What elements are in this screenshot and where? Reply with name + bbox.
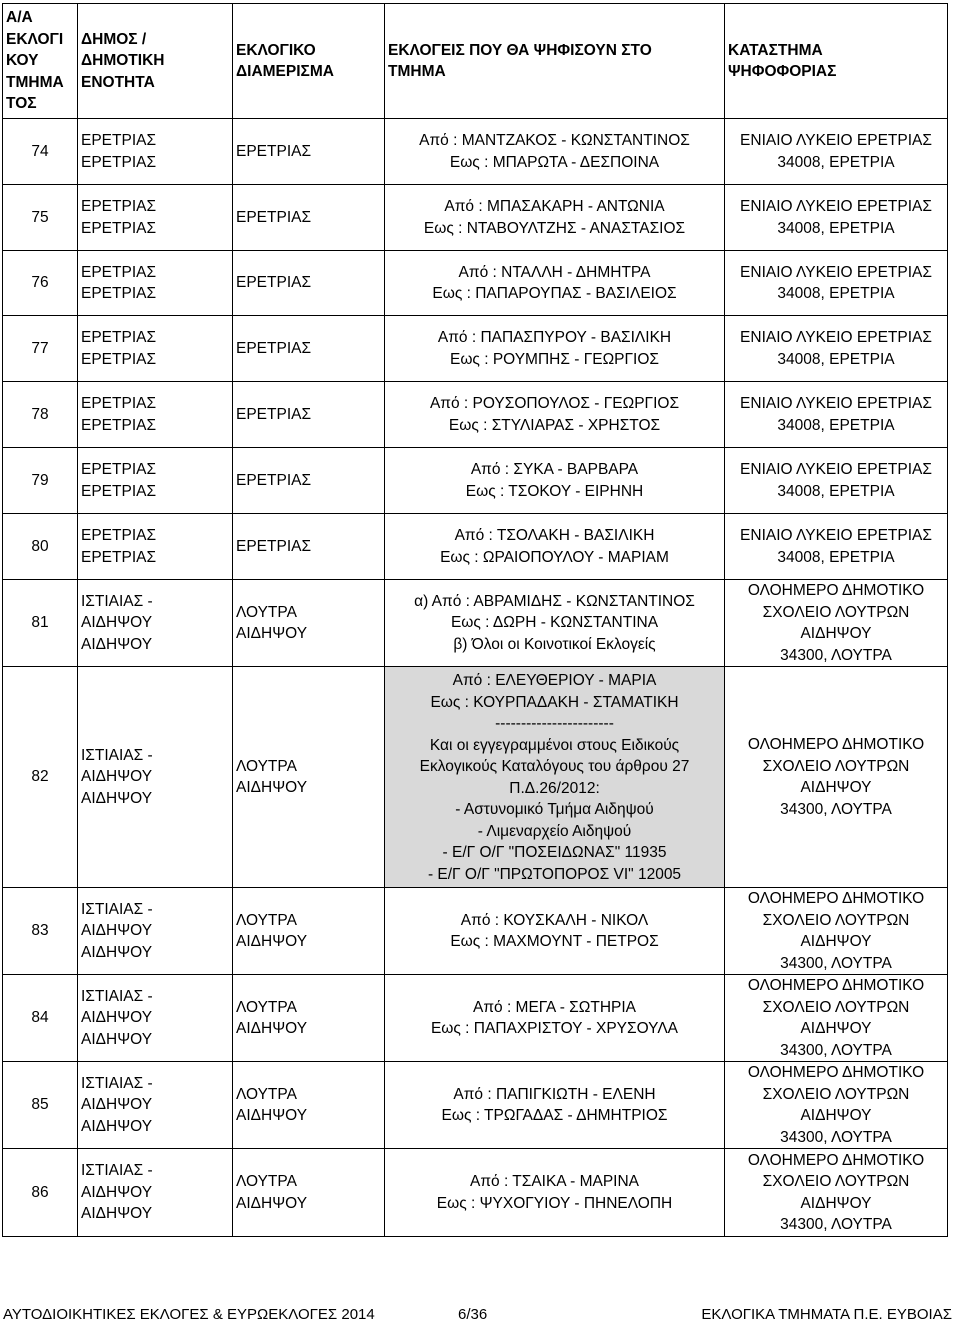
section-number-cell: 76 <box>3 251 78 316</box>
cell-line: ΑΙΔΗΨΟΥ <box>81 1117 153 1135</box>
cell-line: ΕΡΕΤΡΙΑΣ <box>81 527 157 544</box>
polling-station-cell <box>725 119 948 185</box>
municipality-cell <box>78 667 233 888</box>
cell-line: 34300, ΛΟΥΤΡΑ <box>780 646 892 664</box>
table-row <box>3 667 948 888</box>
cell-line: Από : ΜΠΑΣΑΚΑΡΗ - ΑΝΤΩΝΙΑ <box>444 198 665 215</box>
polling-station-cell <box>725 975 948 1062</box>
cell-line: ΑΙΔΗΨΟΥ <box>236 1194 308 1212</box>
district-cell <box>233 185 385 251</box>
table-row <box>3 975 948 1062</box>
cell-line: ΕΝΙΑΙΟ ΛΥΚΕΙΟ ΕΡΕΤΡΙΑΣ <box>740 198 932 215</box>
voters-cell <box>385 448 725 514</box>
district-cell <box>233 251 385 316</box>
cell-line: ΑΙΔΗΨΟΥ <box>236 933 308 950</box>
table-row <box>3 251 948 316</box>
footer-election-title: ΑΥΤΟΔΙΟΙΚΗΤΙΚΕΣ ΕΚΛΟΓΕΣ & ΕΥΡΩΕΚΛΟΓΕΣ 2014 <box>3 1306 375 1323</box>
cell-line: ΑΙΔΗΨΟΥ <box>81 1205 153 1223</box>
table-row <box>3 448 948 514</box>
cell-line: ΣΧΟΛΕΙΟ ΛΟΥΤΡΩΝ <box>762 1173 910 1190</box>
cell-line: Εως : ΣΤΥΛΙΑΡΑΣ - ΧΡΗΣΤΟΣ <box>448 416 661 434</box>
table-row <box>3 382 948 448</box>
cell-line: Από : ΣΥΚΑ - ΒΑΡΒΑΡΑ <box>470 461 639 478</box>
district-cell <box>233 448 385 514</box>
cell-line: ΕΡΕΤΡΙΑΣ <box>81 416 157 434</box>
cell-line: Εως : ΤΣΟΚΟΥ - ΕΙΡΗΝΗ <box>465 482 644 500</box>
cell-line: ΔΗΜΟΤΙΚΗ <box>81 52 165 70</box>
cell-line: - Αστυνομικό Τμήμα Αιδηψού <box>455 801 654 818</box>
polling-station-cell <box>725 888 948 975</box>
cell-line: Εως : ΤΡΩΓΑΔΑΣ - ΔΗΜΗΤΡΙΟΣ <box>441 1107 668 1124</box>
cell-line: Εκλογικούς Καταλόγους του άρθρου 27 <box>419 758 690 775</box>
cell-line: ΕΡΕΤΡΙΑΣ <box>81 132 157 149</box>
district-cell <box>233 888 385 975</box>
cell-line: ΕΡΕΤΡΙΑΣ <box>81 350 157 368</box>
cell-line: - Ε/Γ Ο/Γ "ΠΡΩΤΟΠΟΡΟΣ VI" 12005 <box>427 865 682 883</box>
cell-line: Από : ΤΣΟΛΑΚΗ - ΒΑΣΙΛΙΚΗ <box>454 527 655 544</box>
cell-line: 34008, ΕΡΕΤΡΙΑ <box>777 219 895 237</box>
polling-station-cell <box>725 185 948 251</box>
municipality-cell <box>78 580 233 667</box>
cell-line: 34300, ΛΟΥΤΡΑ <box>780 800 892 818</box>
municipality-cell <box>78 514 233 580</box>
header-polling-station <box>725 4 948 119</box>
cell-line: ΣΧΟΛΕΙΟ ΛΟΥΤΡΩΝ <box>762 911 910 929</box>
table-row <box>3 119 948 185</box>
table-row <box>3 1062 948 1149</box>
cell-line: ΙΣΤΙΑΙΑΣ - <box>81 1074 153 1092</box>
cell-line: ΟΛΟΗΜΕΡΟ ΔΗΜΟΤΙΚΟ <box>747 890 925 907</box>
municipality-cell <box>78 185 233 251</box>
cell-line: - Λιμεναρχείο Αιδηψού <box>477 822 632 840</box>
voters-cell <box>385 119 725 185</box>
cell-line: ΕΝΙΑΙΟ ΛΥΚΕΙΟ ΕΡΕΤΡΙΑΣ <box>740 329 932 346</box>
cell-line: ΑΙΔΗΨΟΥ <box>81 789 153 807</box>
voters-cell <box>385 1149 725 1237</box>
header-district <box>233 4 385 119</box>
district-cell <box>233 382 385 448</box>
cell-line: 34300, ΛΟΥΤΡΑ <box>780 1216 892 1233</box>
voters-cell <box>385 382 725 448</box>
voters-cell <box>385 185 725 251</box>
cell-line: ΑΙΔΗΨΟΥ <box>236 625 308 642</box>
cell-line: ΕΡΕΤΡΙΑΣ <box>236 537 312 555</box>
cell-line: Από : ΝΤΑΛΛΗ - ΔΗΜΗΤΡΑ <box>458 263 651 281</box>
section-number-cell: 86 <box>3 1149 78 1237</box>
cell-line: ΟΛΟΗΜΕΡΟ ΔΗΜΟΤΙΚΟ <box>747 1151 925 1169</box>
cell-line: Εως : ΠΑΠΑΧΡΙΣΤΟΥ - ΧΡΥΣΟΥΛΑ <box>430 1020 679 1037</box>
section-number-cell: 79 <box>3 448 78 514</box>
section-number-cell: 78 <box>3 382 78 448</box>
municipality-cell <box>78 888 233 975</box>
cell-line: ΨΗΦΟΦΟΡΙΑΣ <box>728 63 837 80</box>
cell-line: ΕΝΙΑΙΟ ΛΥΚΕΙΟ ΕΡΕΤΡΙΑΣ <box>740 263 932 281</box>
polling-station-cell <box>725 448 948 514</box>
polling-station-cell <box>725 382 948 448</box>
cell-line: ΕΡΕΤΡΙΑΣ <box>81 548 157 566</box>
cell-line: ΑΙΔΗΨΟΥ <box>800 1194 872 1212</box>
cell-line: ΑΙΔΗΨΟΥ <box>81 1183 153 1201</box>
cell-line: Π.Δ.26/2012: <box>509 779 600 797</box>
municipality-cell <box>78 382 233 448</box>
cell-line: ΕΝΙΑΙΟ ΛΥΚΕΙΟ ΕΡΕΤΡΙΑΣ <box>740 395 932 412</box>
section-number-cell: 84 <box>3 975 78 1062</box>
cell-line: 34008, ΕΡΕΤΡΙΑ <box>777 482 895 500</box>
district-cell <box>233 975 385 1062</box>
cell-line: ΤΜΗΜΑ <box>6 73 64 91</box>
cell-line: ΕΚΛΟΓΕΙΣ ΠΟΥ ΘΑ ΨΗΦΙΣΟΥΝ ΣΤΟ <box>388 41 652 59</box>
section-number-cell: 83 <box>3 888 78 975</box>
cell-line: ΛΟΥΤΡΑ <box>236 603 297 621</box>
cell-line: ΣΧΟΛΕΙΟ ΛΟΥΤΡΩΝ <box>762 603 910 621</box>
cell-line: ΕΡΕΤΡΙΑΣ <box>81 395 157 412</box>
cell-line: ΙΣΤΙΑΙΑΣ - <box>81 1162 153 1180</box>
cell-line: ΕΝΙΑΙΟ ΛΥΚΕΙΟ ΕΡΕΤΡΙΑΣ <box>740 461 932 478</box>
cell-line: ΑΙΔΗΨΟΥ <box>800 933 872 950</box>
cell-line: ΕΡΕΤΡΙΑΣ <box>81 285 157 302</box>
cell-line: ΟΛΟΗΜΕΡΟ ΔΗΜΟΤΙΚΟ <box>747 736 925 753</box>
cell-line: Από : ΕΛΕΥΘΕΡΙΟΥ - ΜΑΡΙΑ <box>452 672 657 689</box>
cell-line: ΛΟΥΤΡΑ <box>236 911 297 929</box>
cell-line: ΑΙΔΗΨΟΥ <box>800 1020 872 1037</box>
cell-line: 34008, ΕΡΕΤΡΙΑ <box>777 285 895 302</box>
voters-cell <box>385 514 725 580</box>
district-cell <box>233 667 385 888</box>
cell-line: ΛΟΥΤΡΑ <box>236 757 297 775</box>
district-cell <box>233 580 385 667</box>
cell-line: ΑΙΔΗΨΟΥ <box>800 1107 872 1124</box>
cell-line: ΕΡΕΤΡΙΑΣ <box>236 142 312 160</box>
cell-line: ΑΙΔΗΨΟΥ <box>236 1107 308 1124</box>
table-row <box>3 316 948 382</box>
cell-line: Από : ΜΑΝΤΖΑΚΟΣ - ΚΩΝΣΤΑΝΤΙΝΟΣ <box>419 132 690 149</box>
cell-line: ΕΡΕΤΡΙΑΣ <box>81 461 157 478</box>
section-number-cell: 85 <box>3 1062 78 1149</box>
cell-line: 34008, ΕΡΕΤΡΙΑ <box>777 548 895 566</box>
header-voters <box>385 4 725 119</box>
section-number-cell: 80 <box>3 514 78 580</box>
cell-line: 34008, ΕΡΕΤΡΙΑ <box>777 416 895 434</box>
polling-station-cell <box>725 316 948 382</box>
voters-cell <box>385 888 725 975</box>
municipality-cell <box>78 119 233 185</box>
municipality-cell <box>78 251 233 316</box>
cell-line: ΑΙΔΗΨΟΥ <box>81 922 153 940</box>
cell-line: Και οι εγγεγραμμένοι στους Ειδικούς <box>429 736 680 754</box>
polling-station-cell <box>725 1149 948 1237</box>
cell-line: Εως : ΜΠΑΡΩΤΑ - ΔΕΣΠΟΙΝΑ <box>449 153 660 171</box>
cell-line: ΟΛΟΗΜΕΡΟ ΔΗΜΟΤΙΚΟ <box>747 1064 925 1081</box>
cell-line: ΑΙΔΗΨΟΥ <box>800 779 872 796</box>
polling-stations-table <box>2 3 948 1237</box>
cell-line: ΑΙΔΗΨΟΥ <box>81 943 153 961</box>
cell-line: Εως : ΔΩΡΗ - ΚΩΝΣΤΑΝΤΙΝΑ <box>450 614 659 632</box>
cell-line: ΚΟΥ <box>6 52 39 70</box>
cell-line: ΑΙΔΗΨΟΥ <box>81 1030 153 1048</box>
polling-station-cell <box>725 580 948 667</box>
cell-line: ΑΙΔΗΨΟΥ <box>236 1020 308 1037</box>
polling-station-cell <box>725 514 948 580</box>
cell-line: ΕΡΕΤΡΙΑΣ <box>81 329 157 346</box>
voters-cell <box>385 667 725 888</box>
footer-page-number: 6/36 <box>458 1306 488 1323</box>
cell-line: 34008, ΕΡΕΤΡΙΑ <box>777 350 895 368</box>
cell-line: Εως : ΝΤΑΒΟΥΛΤΖΗΣ - ΑΝΑΣΤΑΣΙΟΣ <box>423 219 686 237</box>
cell-line: 34008, ΕΡΕΤΡΙΑ <box>777 153 895 171</box>
cell-line: ΕΚΛΟΓΙ <box>6 30 64 48</box>
municipality-cell <box>78 448 233 514</box>
cell-line: ΔΗΜΟΣ / <box>81 30 147 48</box>
cell-line: ΛΟΥΤΡΑ <box>236 1173 297 1190</box>
cell-line: ΑΙΔΗΨΟΥ <box>81 768 153 786</box>
cell-line: ΕΡΕΤΡΙΑΣ <box>81 219 157 237</box>
table-row <box>3 514 948 580</box>
table-body <box>3 119 948 1237</box>
cell-line: β) Όλοι οι Κοινοτικοί Εκλογείς <box>453 635 656 653</box>
cell-line: ΕΚΛΟΓΙΚΟ <box>236 41 316 59</box>
section-number-cell: 77 <box>3 316 78 382</box>
district-cell <box>233 1149 385 1237</box>
cell-line: ΕΡΕΤΡΙΑΣ <box>236 274 312 292</box>
voters-cell <box>385 580 725 667</box>
cell-line: ΕΡΕΤΡΙΑΣ <box>81 263 157 281</box>
cell-line: Από : ΚΟΥΣΚΑΛΗ - ΝΙΚΟΛ <box>460 911 649 929</box>
section-number-cell: 75 <box>3 185 78 251</box>
cell-line: ΙΣΤΙΑΙΑΣ - <box>81 746 153 764</box>
cell-line: ----------------------- <box>495 715 614 732</box>
district-cell <box>233 514 385 580</box>
cell-line: ΕΡΕΤΡΙΑΣ <box>81 482 157 500</box>
cell-line: 34300, ΛΟΥΤΡΑ <box>780 1041 892 1059</box>
cell-line: ΔΙΑΜΕΡΙΣΜΑ <box>236 63 334 80</box>
cell-line: Εως : ΨΥΧΟΓΥΙΟΥ - ΠΗΝΕΛΟΠΗ <box>436 1194 673 1212</box>
header-municipality <box>78 4 233 119</box>
cell-line: α) Από : ΑΒΡΑΜΙΔΗΣ - ΚΩΝΣΤΑΝΤΙΝΟΣ <box>414 592 695 610</box>
section-number-cell: 81 <box>3 580 78 667</box>
municipality-cell <box>78 975 233 1062</box>
table-row <box>3 580 948 667</box>
cell-line: ΕΝΙΑΙΟ ΛΥΚΕΙΟ ΕΡΕΤΡΙΑΣ <box>740 527 932 544</box>
cell-line: Από : ΠΑΠΑΣΠΥΡΟΥ - ΒΑΣΙΛΙΚΗ <box>437 329 672 346</box>
polling-station-cell <box>725 1062 948 1149</box>
cell-line: ΕΡΕΤΡΙΑΣ <box>236 471 312 489</box>
cell-line: ΕΝΙΑΙΟ ΛΥΚΕΙΟ ΕΡΕΤΡΙΑΣ <box>740 132 932 149</box>
cell-line: ΕΡΕΤΡΙΑΣ <box>236 339 312 357</box>
table-row <box>3 185 948 251</box>
cell-line: ΕΡΕΤΡΙΑΣ <box>236 208 312 226</box>
cell-line: ΑΙΔΗΨΟΥ <box>81 1096 153 1114</box>
cell-line: 34300, ΛΟΥΤΡΑ <box>780 954 892 972</box>
cell-line: Α/Α <box>6 9 33 27</box>
voters-cell <box>385 251 725 316</box>
cell-line: ΕΡΕΤΡΙΑΣ <box>236 405 312 423</box>
cell-line: ΕΡΕΤΡΙΑΣ <box>81 153 157 171</box>
municipality-cell <box>78 1149 233 1237</box>
cell-line: Εως : ΠΑΠΑΡΟΥΠΑΣ - ΒΑΣΙΛΕΙΟΣ <box>432 285 677 302</box>
cell-line: ΚΑΤΑΣΤΗΜΑ <box>728 41 823 59</box>
cell-line: Από : ΜΕΓΑ - ΣΩΤΗΡΙΑ <box>472 998 636 1016</box>
municipality-cell <box>78 1062 233 1149</box>
cell-line: 34300, ΛΟΥΤΡΑ <box>780 1128 892 1146</box>
cell-line: Εως : ΩΡΑΙΟΠΟΥΛΟΥ - ΜΑΡΙΑΜ <box>440 548 669 566</box>
cell-line: Εως : ΡΟΥΜΠΗΣ - ΓΕΩΡΓΙΟΣ <box>449 350 659 368</box>
cell-line: ΣΧΟΛΕΙΟ ΛΟΥΤΡΩΝ <box>762 998 910 1016</box>
cell-line: ΑΙΔΗΨΟΥ <box>81 614 153 632</box>
header-section-number <box>3 4 78 119</box>
cell-line: ΑΙΔΗΨΟΥ <box>81 635 153 653</box>
voters-cell <box>385 316 725 382</box>
cell-line: Από : ΤΣΑΙΚΑ - ΜΑΡΙΝΑ <box>469 1173 639 1190</box>
cell-line: ΟΛΟΗΜΕΡΟ ΔΗΜΟΤΙΚΟ <box>747 582 925 599</box>
cell-line: ΛΟΥΤΡΑ <box>236 998 297 1016</box>
header-row <box>3 4 948 119</box>
page-footer <box>0 1305 960 1325</box>
cell-line: ΕΡΕΤΡΙΑΣ <box>81 198 157 215</box>
cell-line: Εως : ΚΟΥΡΠΑΔΑΚΗ - ΣΤΑΜΑΤΙΚΗ <box>430 693 679 711</box>
district-cell <box>233 1062 385 1149</box>
cell-line: ΑΙΔΗΨΟΥ <box>81 1009 153 1027</box>
table-row <box>3 888 948 975</box>
cell-line: ΟΛΟΗΜΕΡΟ ΔΗΜΟΤΙΚΟ <box>747 977 925 994</box>
cell-line: ΕΝΟΤΗΤΑ <box>81 73 155 91</box>
section-number-cell: 82 <box>3 667 78 888</box>
cell-line: Από : ΠΑΠΙΓΚΙΩΤΗ - ΕΛΕΝΗ <box>453 1085 656 1103</box>
cell-line: ΑΙΔΗΨΟΥ <box>800 625 872 642</box>
district-cell <box>233 316 385 382</box>
cell-line: ΤΜΗΜΑ <box>388 63 446 80</box>
cell-line: ΣΧΟΛΕΙΟ ΛΟΥΤΡΩΝ <box>762 757 910 775</box>
cell-line: ΤΟΣ <box>6 95 37 113</box>
section-number-cell: 74 <box>3 119 78 185</box>
voters-cell <box>385 1062 725 1149</box>
district-cell <box>233 119 385 185</box>
cell-line: ΙΣΤΙΑΙΑΣ - <box>81 900 153 918</box>
cell-line: Από : ΡΟΥΣΟΠΟΥΛΟΣ - ΓΕΩΡΓΙΟΣ <box>429 395 680 412</box>
polling-station-cell <box>725 251 948 316</box>
table-row <box>3 1149 948 1237</box>
voters-cell <box>385 975 725 1062</box>
cell-line: ΛΟΥΤΡΑ <box>236 1085 297 1103</box>
cell-line: Εως : ΜΑΧΜΟΥΝΤ - ΠΕΤΡΟΣ <box>450 933 659 950</box>
cell-line: - Ε/Γ Ο/Γ "ΠΟΣΕΙΔΩΝΑΣ" 11935 <box>442 844 667 861</box>
footer-document-title: ΕΚΛΟΓΙΚΑ ΤΜΗΜΑΤΑ Π.Ε. ΕΥΒΟΙΑΣ <box>701 1306 952 1323</box>
cell-line: ΣΧΟΛΕΙΟ ΛΟΥΤΡΩΝ <box>762 1085 910 1103</box>
cell-line: ΑΙΔΗΨΟΥ <box>236 779 308 796</box>
polling-station-cell <box>725 667 948 888</box>
municipality-cell <box>78 316 233 382</box>
cell-line: ΙΣΤΙΑΙΑΣ - <box>81 987 153 1005</box>
cell-line: ΙΣΤΙΑΙΑΣ - <box>81 592 153 610</box>
